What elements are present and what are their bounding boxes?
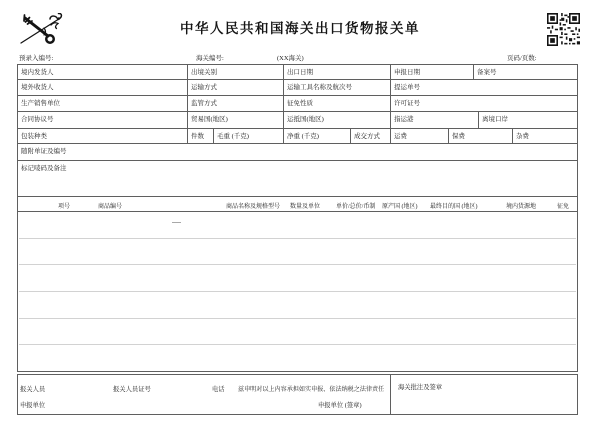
field-exit-port: 离境口岸 bbox=[478, 111, 578, 129]
col-item-number: 项号 bbox=[58, 204, 71, 210]
col-quantity-unit: 数量及单位 bbox=[290, 204, 321, 210]
field-record-number: 备案号 bbox=[473, 64, 578, 80]
pre-entry-number-label: 预录入编号: bbox=[19, 55, 54, 62]
field-transport-mode: 运输方式 bbox=[187, 79, 284, 96]
field-net-weight: 净重 (千克) bbox=[283, 128, 351, 144]
customs-number-label: 海关编号: bbox=[196, 55, 224, 62]
field-freight: 运费 bbox=[390, 128, 449, 144]
field-marks-and-remarks: 标记唛码及备注 bbox=[17, 160, 578, 197]
col-domestic-source: 境内货源地 bbox=[506, 204, 537, 210]
field-production-sales-unit: 生产销售单位 bbox=[17, 95, 188, 112]
customs-office-label: (XX海关) bbox=[277, 55, 304, 62]
goods-row-divider bbox=[19, 344, 576, 345]
field-transport-tool: 运输工具名称及航次号 bbox=[283, 79, 391, 96]
goods-row-divider bbox=[19, 318, 576, 319]
goods-row-divider bbox=[19, 264, 576, 265]
col-final-destination-country: 最终目的国 (地区) bbox=[430, 204, 478, 210]
goods-row-divider bbox=[19, 238, 576, 239]
col-exemption: 征免 bbox=[557, 204, 570, 210]
qr-code-icon bbox=[546, 13, 581, 46]
field-insurance: 保费 bbox=[448, 128, 513, 144]
field-declare-date: 申报日期 bbox=[390, 64, 474, 80]
field-gross-weight: 毛重 (千克) bbox=[213, 128, 284, 144]
field-packing-type: 包装种类 bbox=[17, 128, 188, 144]
goods-table-body bbox=[17, 211, 578, 372]
scan-artifact-dash bbox=[172, 222, 181, 223]
field-trade-country: 贸易国(地区) bbox=[187, 111, 284, 129]
customs-endorsement-label: 海关批注及签章 bbox=[398, 384, 443, 391]
col-commodity-name-spec: 商品名称及规格型号 bbox=[226, 204, 281, 210]
field-arrival-country: 运抵国(地区) bbox=[283, 111, 391, 129]
field-domestic-consignor: 境内发货人 bbox=[17, 64, 188, 80]
field-pieces: 件数 bbox=[187, 128, 214, 144]
field-bill-number: 提运单号 bbox=[390, 79, 578, 96]
customs-emblem-icon bbox=[18, 13, 66, 46]
field-misc-fees: 杂费 bbox=[512, 128, 578, 144]
page-number-label: 页码/页数: bbox=[507, 55, 537, 62]
field-transaction-mode: 成交方式 bbox=[350, 128, 391, 144]
declare-unit-seal-label: 申报单位 (签章) bbox=[318, 402, 362, 409]
field-attached-documents: 随附单证及编号 bbox=[17, 143, 578, 161]
col-unit-total-price-currency: 单价/总价/币制 bbox=[336, 204, 376, 210]
field-supervision-mode: 监管方式 bbox=[187, 95, 284, 112]
goods-row-divider bbox=[19, 291, 576, 292]
declarant-label: 报关人员 bbox=[20, 386, 46, 393]
declare-unit-label: 申报单位 bbox=[20, 402, 46, 409]
declaration-statement: 兹申明对以上内容承担如实申报、依法纳税之法律责任 bbox=[238, 387, 385, 393]
page-title: 中华人民共和国海关出口货物报关单 bbox=[180, 21, 420, 36]
field-exemption-nature: 征免性质 bbox=[283, 95, 391, 112]
field-license-number: 许可证号 bbox=[390, 95, 578, 112]
col-origin-country: 原产国 (地区) bbox=[382, 204, 418, 210]
field-destination-port: 指运港 bbox=[390, 111, 479, 129]
field-export-date: 出口日期 bbox=[283, 64, 391, 80]
field-contract-number: 合同协议号 bbox=[17, 111, 188, 129]
footer-section bbox=[17, 374, 578, 415]
goods-table-header bbox=[17, 196, 578, 212]
field-overseas-consignee: 境外收货人 bbox=[17, 79, 188, 96]
customs-endorsement-cell bbox=[390, 375, 578, 414]
field-exit-customs: 出境关别 bbox=[187, 64, 284, 80]
col-commodity-code: 商品编号 bbox=[98, 204, 123, 210]
declarant-id-label: 报关人员证号 bbox=[113, 386, 151, 393]
phone-label: 电话 bbox=[212, 386, 225, 393]
